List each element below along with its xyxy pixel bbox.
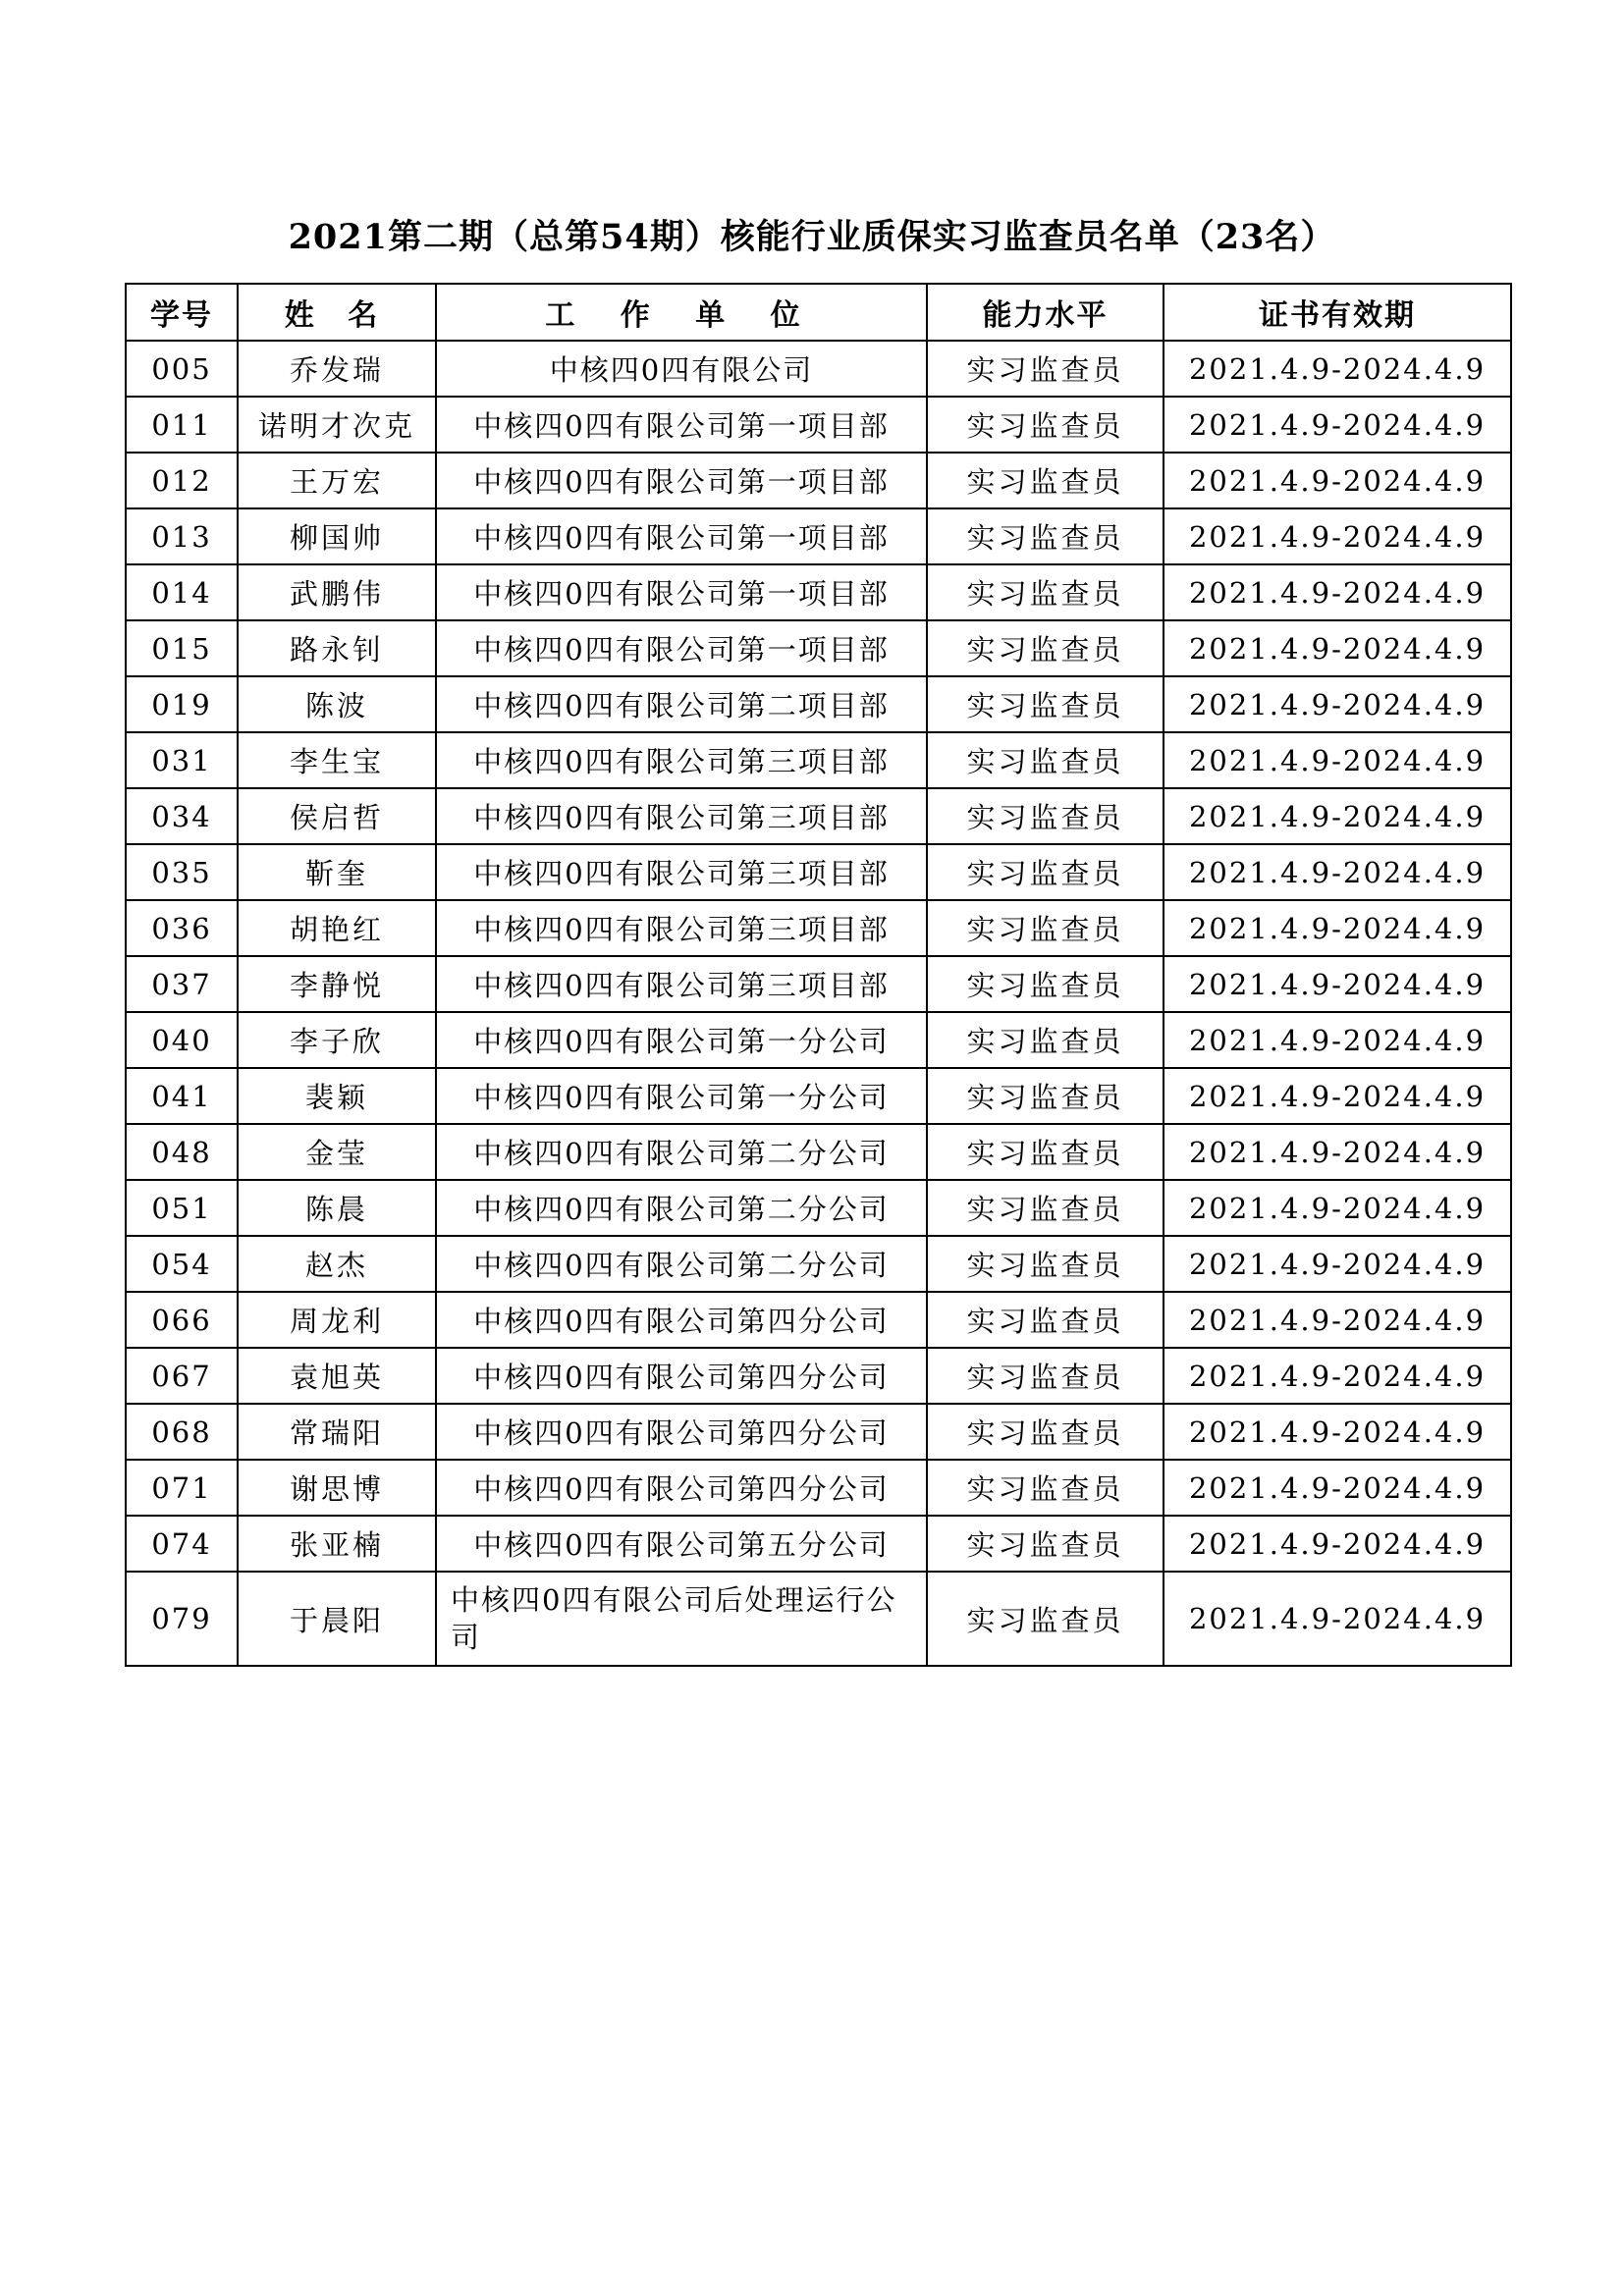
cell-name: 金莹 bbox=[238, 1124, 436, 1180]
cell-name: 李静悦 bbox=[238, 956, 436, 1012]
cell-student-id: 040 bbox=[126, 1012, 238, 1068]
cell-name: 常瑞阳 bbox=[238, 1404, 436, 1460]
cell-name: 王万宏 bbox=[238, 453, 436, 508]
cell-work-unit: 中核四0四有限公司后处理运行公司 bbox=[436, 1572, 927, 1666]
table-row bbox=[126, 1460, 1511, 1516]
cell-student-id: 066 bbox=[126, 1292, 238, 1348]
cell-competence-level: 实习监查员 bbox=[927, 676, 1164, 732]
cell-student-id: 071 bbox=[126, 1460, 238, 1516]
cell-competence-level: 实习监查员 bbox=[927, 732, 1164, 788]
cell-student-id: 074 bbox=[126, 1516, 238, 1572]
cell-work-unit: 中核四0四有限公司第二分公司 bbox=[436, 1124, 927, 1180]
cell-work-unit: 中核四0四有限公司第一项目部 bbox=[436, 508, 927, 564]
cell-name: 柳国帅 bbox=[238, 508, 436, 564]
cell-name: 乔发瑞 bbox=[238, 341, 436, 397]
cell-name: 胡艳红 bbox=[238, 900, 436, 956]
cell-certificate-validity: 2021.4.9-2024.4.9 bbox=[1164, 397, 1511, 453]
cell-competence-level: 实习监查员 bbox=[927, 1124, 1164, 1180]
cell-student-id: 041 bbox=[126, 1068, 238, 1124]
cell-name: 诺明才次克 bbox=[238, 397, 436, 453]
cell-competence-level: 实习监查员 bbox=[927, 453, 1164, 508]
cell-work-unit: 中核四0四有限公司第一项目部 bbox=[436, 620, 927, 676]
table-row bbox=[126, 844, 1511, 900]
cell-work-unit: 中核四0四有限公司第二分公司 bbox=[436, 1180, 927, 1236]
cell-competence-level: 实习监查员 bbox=[927, 397, 1164, 453]
cell-work-unit: 中核四0四有限公司第四分公司 bbox=[436, 1404, 927, 1460]
table-header-row bbox=[126, 284, 1511, 341]
cell-work-unit: 中核四0四有限公司第三项目部 bbox=[436, 844, 927, 900]
cell-name: 陈波 bbox=[238, 676, 436, 732]
cell-work-unit: 中核四0四有限公司第五分公司 bbox=[436, 1516, 927, 1572]
cell-work-unit: 中核四0四有限公司第三项目部 bbox=[436, 956, 927, 1012]
cell-name: 靳奎 bbox=[238, 844, 436, 900]
cell-work-unit: 中核四0四有限公司 bbox=[436, 341, 927, 397]
table-row bbox=[126, 1012, 1511, 1068]
cell-name: 谢思博 bbox=[238, 1460, 436, 1516]
table-row bbox=[126, 1180, 1511, 1236]
cell-certificate-validity: 2021.4.9-2024.4.9 bbox=[1164, 453, 1511, 508]
cell-work-unit: 中核四0四有限公司第四分公司 bbox=[436, 1292, 927, 1348]
cell-competence-level: 实习监查员 bbox=[927, 1572, 1164, 1666]
table-row bbox=[126, 453, 1511, 508]
cell-certificate-validity: 2021.4.9-2024.4.9 bbox=[1164, 1460, 1511, 1516]
cell-student-id: 019 bbox=[126, 676, 238, 732]
cell-work-unit: 中核四0四有限公司第一分公司 bbox=[436, 1068, 927, 1124]
cell-competence-level: 实习监查员 bbox=[927, 1012, 1164, 1068]
cell-certificate-validity: 2021.4.9-2024.4.9 bbox=[1164, 788, 1511, 844]
table-row bbox=[126, 1292, 1511, 1348]
cell-student-id: 014 bbox=[126, 564, 238, 620]
header-student-id: 学号 bbox=[126, 284, 238, 341]
cell-work-unit: 中核四0四有限公司第三项目部 bbox=[436, 788, 927, 844]
cell-student-id: 068 bbox=[126, 1404, 238, 1460]
cell-competence-level: 实习监查员 bbox=[927, 1516, 1164, 1572]
cell-student-id: 011 bbox=[126, 397, 238, 453]
cell-competence-level: 实习监查员 bbox=[927, 956, 1164, 1012]
cell-certificate-validity: 2021.4.9-2024.4.9 bbox=[1164, 1068, 1511, 1124]
cell-name: 陈晨 bbox=[238, 1180, 436, 1236]
cell-student-id: 012 bbox=[126, 453, 238, 508]
header-name: 姓 名 bbox=[238, 284, 436, 341]
cell-student-id: 051 bbox=[126, 1180, 238, 1236]
cell-name: 于晨阳 bbox=[238, 1572, 436, 1666]
cell-student-id: 031 bbox=[126, 732, 238, 788]
cell-name: 周龙利 bbox=[238, 1292, 436, 1348]
cell-competence-level: 实习监查员 bbox=[927, 844, 1164, 900]
cell-competence-level: 实习监查员 bbox=[927, 341, 1164, 397]
cell-name: 路永钊 bbox=[238, 620, 436, 676]
cell-student-id: 034 bbox=[126, 788, 238, 844]
cell-competence-level: 实习监查员 bbox=[927, 564, 1164, 620]
table-row bbox=[126, 1404, 1511, 1460]
cell-name: 张亚楠 bbox=[238, 1516, 436, 1572]
cell-work-unit: 中核四0四有限公司第三项目部 bbox=[436, 900, 927, 956]
cell-competence-level: 实习监查员 bbox=[927, 1180, 1164, 1236]
cell-competence-level: 实习监查员 bbox=[927, 508, 1164, 564]
table-body bbox=[126, 341, 1511, 1666]
cell-student-id: 079 bbox=[126, 1572, 238, 1666]
table-row bbox=[126, 1068, 1511, 1124]
cell-certificate-validity: 2021.4.9-2024.4.9 bbox=[1164, 341, 1511, 397]
cell-competence-level: 实习监查员 bbox=[927, 620, 1164, 676]
cell-student-id: 015 bbox=[126, 620, 238, 676]
cell-certificate-validity: 2021.4.9-2024.4.9 bbox=[1164, 1012, 1511, 1068]
cell-certificate-validity: 2021.4.9-2024.4.9 bbox=[1164, 1516, 1511, 1572]
table-row bbox=[126, 1124, 1511, 1180]
table-row bbox=[126, 956, 1511, 1012]
cell-certificate-validity: 2021.4.9-2024.4.9 bbox=[1164, 844, 1511, 900]
cell-name: 李子欣 bbox=[238, 1012, 436, 1068]
cell-certificate-validity: 2021.4.9-2024.4.9 bbox=[1164, 1292, 1511, 1348]
cell-competence-level: 实习监查员 bbox=[927, 788, 1164, 844]
cell-certificate-validity: 2021.4.9-2024.4.9 bbox=[1164, 1404, 1511, 1460]
cell-work-unit: 中核四0四有限公司第三项目部 bbox=[436, 732, 927, 788]
cell-certificate-validity: 2021.4.9-2024.4.9 bbox=[1164, 1572, 1511, 1666]
cell-student-id: 048 bbox=[126, 1124, 238, 1180]
cell-name: 袁旭英 bbox=[238, 1348, 436, 1404]
table-row bbox=[126, 1236, 1511, 1292]
cell-student-id: 036 bbox=[126, 900, 238, 956]
cell-name: 李生宝 bbox=[238, 732, 436, 788]
cell-work-unit: 中核四0四有限公司第一项目部 bbox=[436, 564, 927, 620]
table-row bbox=[126, 508, 1511, 564]
cell-work-unit: 中核四0四有限公司第四分公司 bbox=[436, 1348, 927, 1404]
roster-table bbox=[125, 283, 1512, 1667]
table-row bbox=[126, 788, 1511, 844]
cell-student-id: 067 bbox=[126, 1348, 238, 1404]
cell-competence-level: 实习监查员 bbox=[927, 900, 1164, 956]
cell-student-id: 035 bbox=[126, 844, 238, 900]
cell-work-unit: 中核四0四有限公司第一项目部 bbox=[436, 397, 927, 453]
table-row bbox=[126, 1348, 1511, 1404]
cell-student-id: 037 bbox=[126, 956, 238, 1012]
cell-work-unit: 中核四0四有限公司第二项目部 bbox=[436, 676, 927, 732]
table-row bbox=[126, 564, 1511, 620]
header-certificate-validity: 证书有效期 bbox=[1164, 284, 1511, 341]
table-row bbox=[126, 397, 1511, 453]
cell-name: 侯启哲 bbox=[238, 788, 436, 844]
header-competence-level: 能力水平 bbox=[927, 284, 1164, 341]
cell-certificate-validity: 2021.4.9-2024.4.9 bbox=[1164, 676, 1511, 732]
cell-name: 武鹏伟 bbox=[238, 564, 436, 620]
cell-student-id: 054 bbox=[126, 1236, 238, 1292]
cell-competence-level: 实习监查员 bbox=[927, 1348, 1164, 1404]
table-row bbox=[126, 900, 1511, 956]
cell-student-id: 005 bbox=[126, 341, 238, 397]
table-row bbox=[126, 732, 1511, 788]
table-row bbox=[126, 341, 1511, 397]
cell-certificate-validity: 2021.4.9-2024.4.9 bbox=[1164, 900, 1511, 956]
cell-certificate-validity: 2021.4.9-2024.4.9 bbox=[1164, 732, 1511, 788]
header-work-unit: 工 作 单 位 bbox=[436, 284, 927, 341]
table-row bbox=[126, 676, 1511, 732]
cell-competence-level: 实习监查员 bbox=[927, 1460, 1164, 1516]
cell-work-unit: 中核四0四有限公司第一项目部 bbox=[436, 453, 927, 508]
cell-certificate-validity: 2021.4.9-2024.4.9 bbox=[1164, 1236, 1511, 1292]
cell-certificate-validity: 2021.4.9-2024.4.9 bbox=[1164, 1124, 1511, 1180]
cell-competence-level: 实习监查员 bbox=[927, 1068, 1164, 1124]
table-row bbox=[126, 620, 1511, 676]
table-row bbox=[126, 1516, 1511, 1572]
cell-name: 赵杰 bbox=[238, 1236, 436, 1292]
cell-competence-level: 实习监查员 bbox=[927, 1292, 1164, 1348]
cell-certificate-validity: 2021.4.9-2024.4.9 bbox=[1164, 956, 1511, 1012]
cell-certificate-validity: 2021.4.9-2024.4.9 bbox=[1164, 1180, 1511, 1236]
table-row bbox=[126, 1572, 1511, 1666]
cell-certificate-validity: 2021.4.9-2024.4.9 bbox=[1164, 620, 1511, 676]
cell-certificate-validity: 2021.4.9-2024.4.9 bbox=[1164, 564, 1511, 620]
cell-certificate-validity: 2021.4.9-2024.4.9 bbox=[1164, 508, 1511, 564]
cell-work-unit: 中核四0四有限公司第一分公司 bbox=[436, 1012, 927, 1068]
cell-competence-level: 实习监查员 bbox=[927, 1404, 1164, 1460]
page-title: 2021第二期（总第54期）核能行业质保实习监查员名单（23名） bbox=[288, 217, 1336, 257]
cell-work-unit: 中核四0四有限公司第四分公司 bbox=[436, 1460, 927, 1516]
cell-certificate-validity: 2021.4.9-2024.4.9 bbox=[1164, 1348, 1511, 1404]
cell-work-unit: 中核四0四有限公司第二分公司 bbox=[436, 1236, 927, 1292]
cell-name: 裴颖 bbox=[238, 1068, 436, 1124]
cell-student-id: 013 bbox=[126, 508, 238, 564]
cell-competence-level: 实习监查员 bbox=[927, 1236, 1164, 1292]
